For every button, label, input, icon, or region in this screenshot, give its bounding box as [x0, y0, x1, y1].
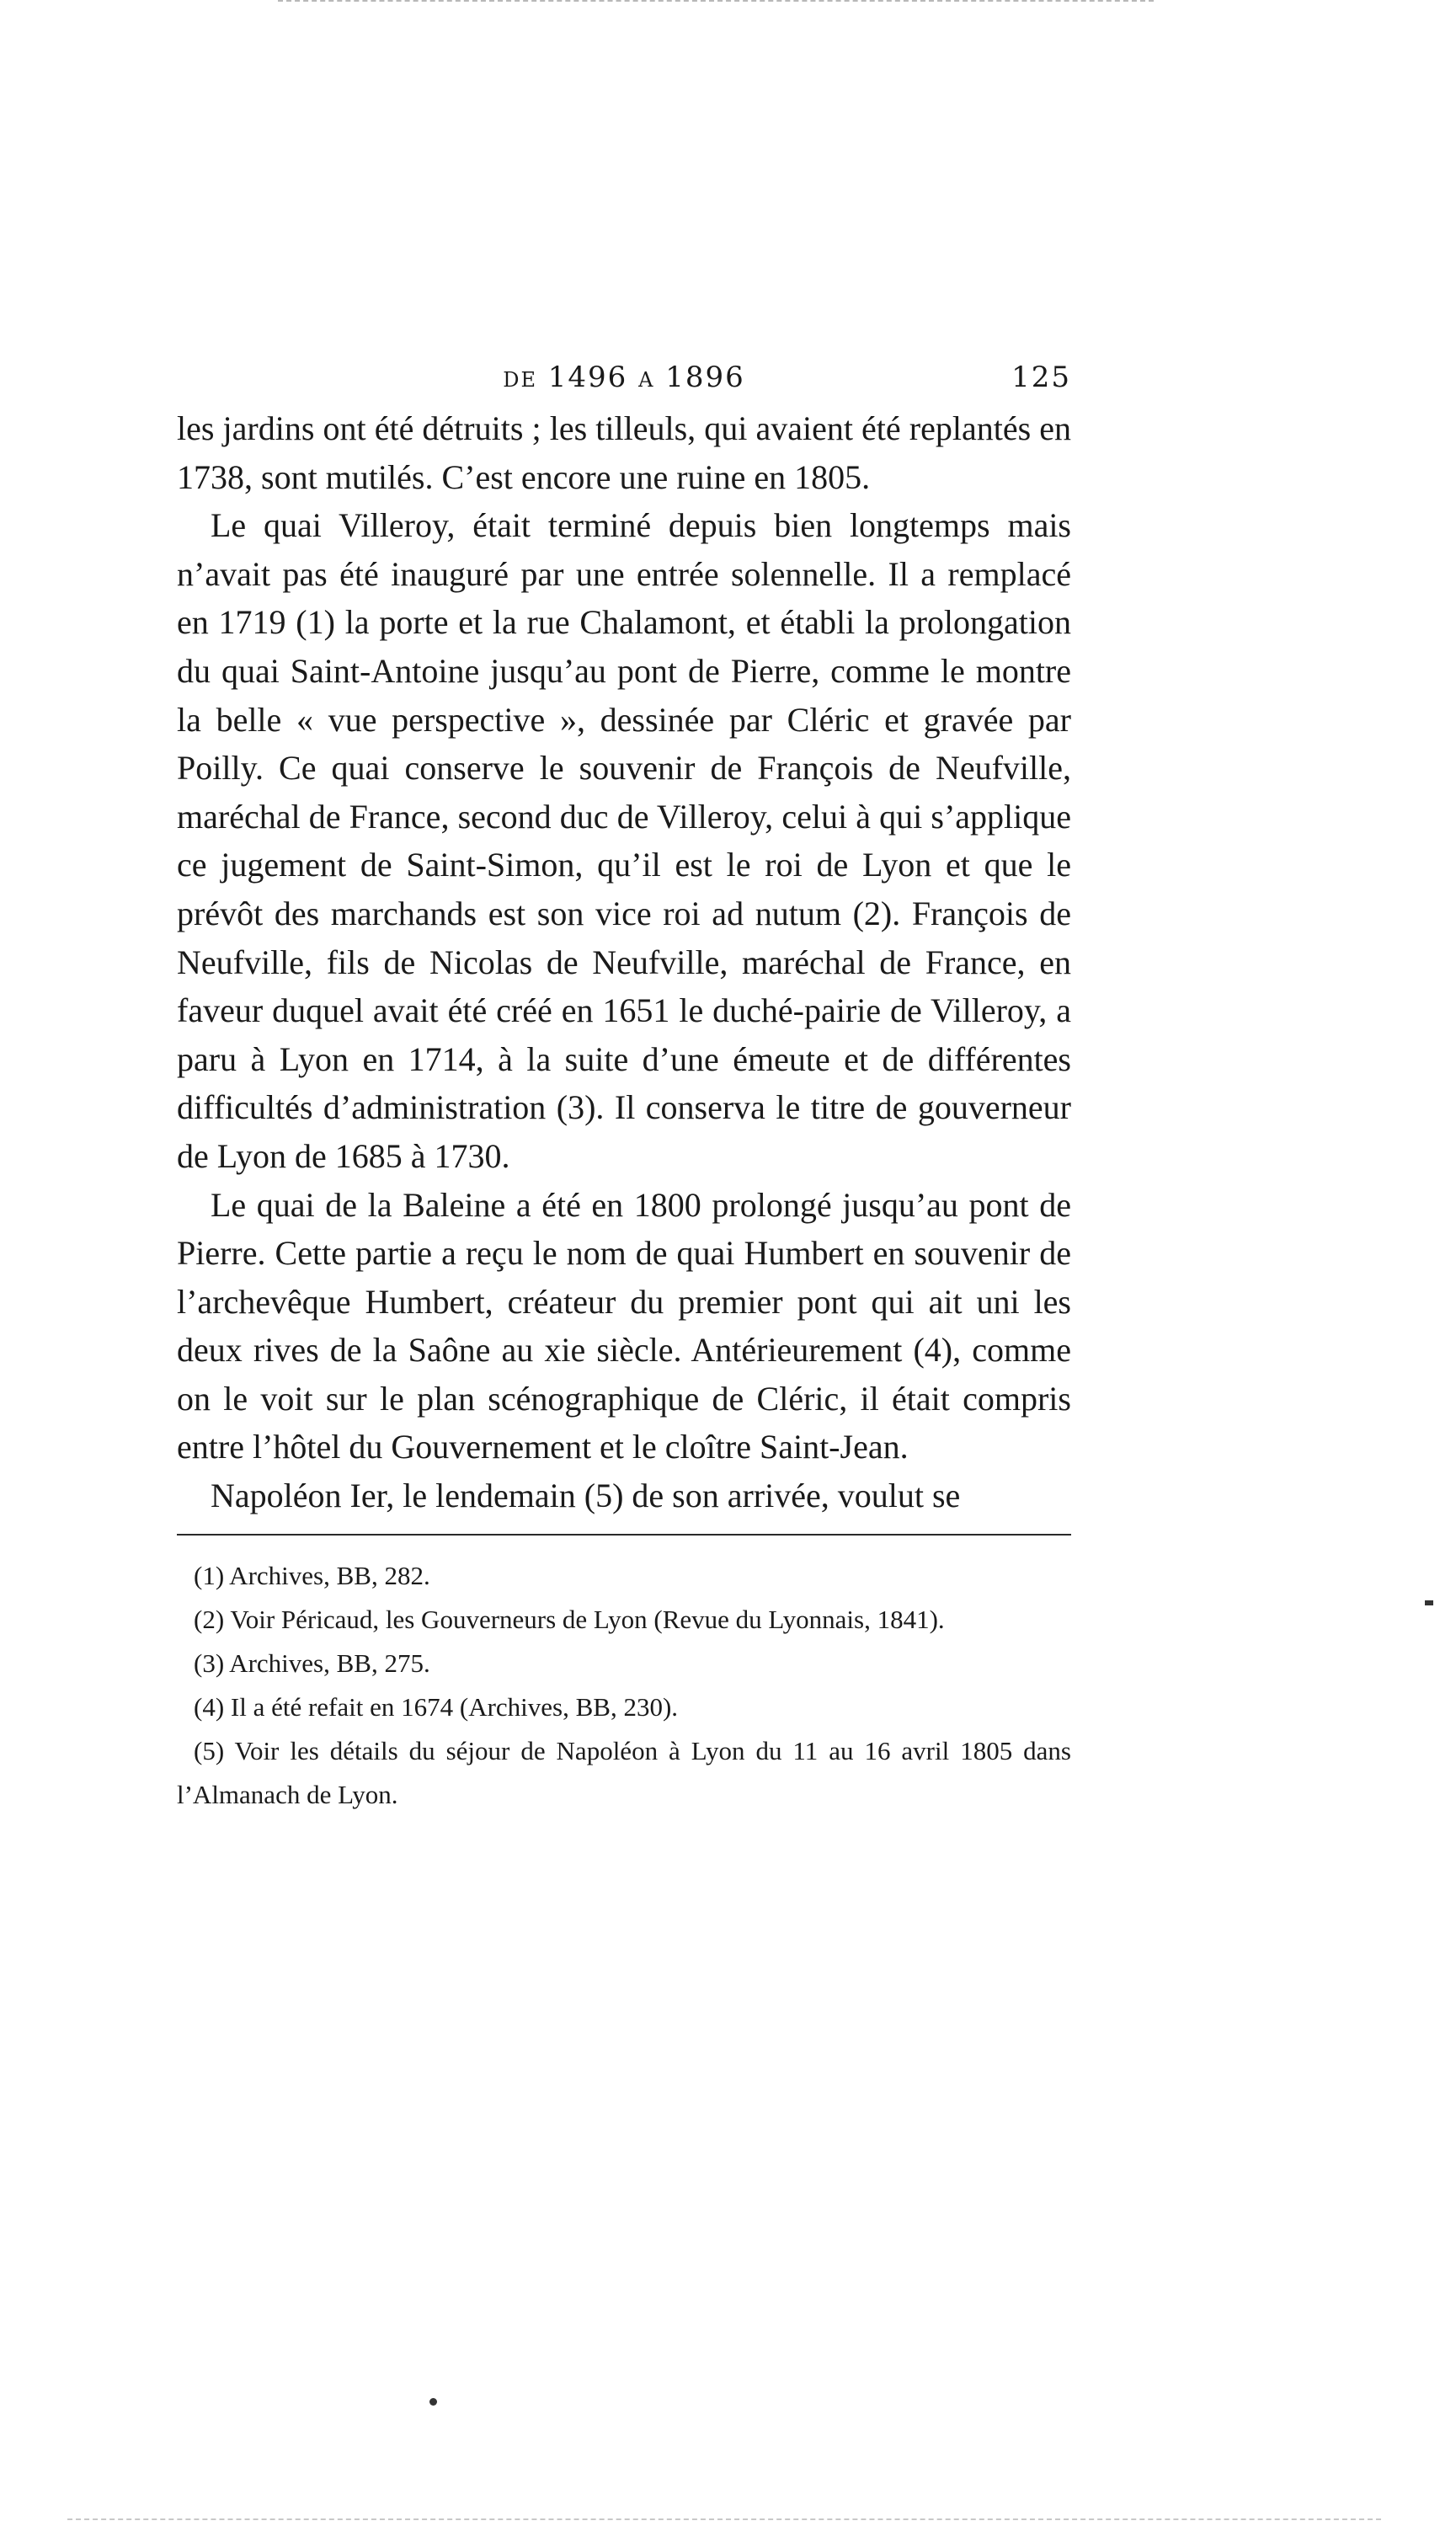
book-page — [177, 354, 1071, 1817]
paragraph-1: les jardins ont été détruits ; les tilleuls, qui avaient été replantés en 1738, sont mutilés. C’est encore une ruine en 1805. — [177, 409, 1071, 496]
running-head — [177, 354, 1071, 404]
body-text — [177, 404, 1071, 1520]
ink-dot — [429, 2398, 437, 2406]
scan-top-edge — [278, 0, 1154, 7]
paragraph-3: Le quai de la Baleine a été en 1800 prolongé jusqu’au pont de Pierre. Cette partie a reçu le nom de quai Humbert en souvenir de l’archevêque Humbert, créateur du premier pont qui ait uni les deux rives de la Saône au xie siècle. Antérieurement (4), comme on le voit sur le plan scénographique de Cléric, il était compris entre l’hôtel du Gouvernement et le cloître Saint-Jean. — [177, 1185, 1071, 1466]
footnote-3: (3) Archives, BB, 275. — [194, 1648, 430, 1678]
footnote-rule — [177, 1534, 1071, 1536]
footnote-2: (2) Voir Péricaud, les Gouverneurs de Lyon (Revue du Lyonnais, 1841). — [194, 1604, 945, 1634]
page-number: 125 — [1011, 361, 1071, 394]
footnote-4: (4) Il a été refait en 1674 (Archives, BB, 230). — [194, 1691, 679, 1722]
scan-bottom-edge — [67, 2518, 1381, 2524]
footnote-1: (1) Archives, BB, 282. — [194, 1560, 430, 1590]
ink-speck — [1425, 1600, 1433, 1605]
footnotes — [177, 1554, 1071, 1817]
running-title: de 1496 a 1896 — [503, 361, 745, 394]
paragraph-4: Napoléon Ier, le lendemain (5) de son arrivée, voulut se — [211, 1477, 961, 1515]
footnote-5: (5) Voir les détails du séjour de Napoléon à Lyon du 11 au 16 avril 1805 dans l’Almanach de Lyon. — [177, 1735, 1071, 1809]
paragraph-2: Le quai Villeroy, était terminé depuis bien longtemps mais n’avait pas été inauguré par une entrée solennelle. Il a remplacé en 1719 (1) la porte et la rue Chalamont, et établi la prolongation du quai Saint-Antoine jusqu’au pont de Pierre, comme le montre la belle « vue perspective », dessinée par Cléric et gravée par Poilly. Ce quai conserve le souvenir de François de Neufville, maréchal de France, second duc de Villeroy, celui à qui s’applique ce jugement de Saint-Simon, qu’il est le roi de Lyon et que le prévôt des marchands est son vice roi ad nutum (2). François de Neufville, fils de Nicolas de Neufville, maréchal de France, en faveur duquel avait été créé en 1651 le duché-pairie de Villeroy, a paru à Lyon en 1714, à la suite d’une émeute et de différentes difficultés d’administration (3). Il conserva le titre de gouverneur de Lyon de 1685 à 1730. — [177, 506, 1071, 1175]
